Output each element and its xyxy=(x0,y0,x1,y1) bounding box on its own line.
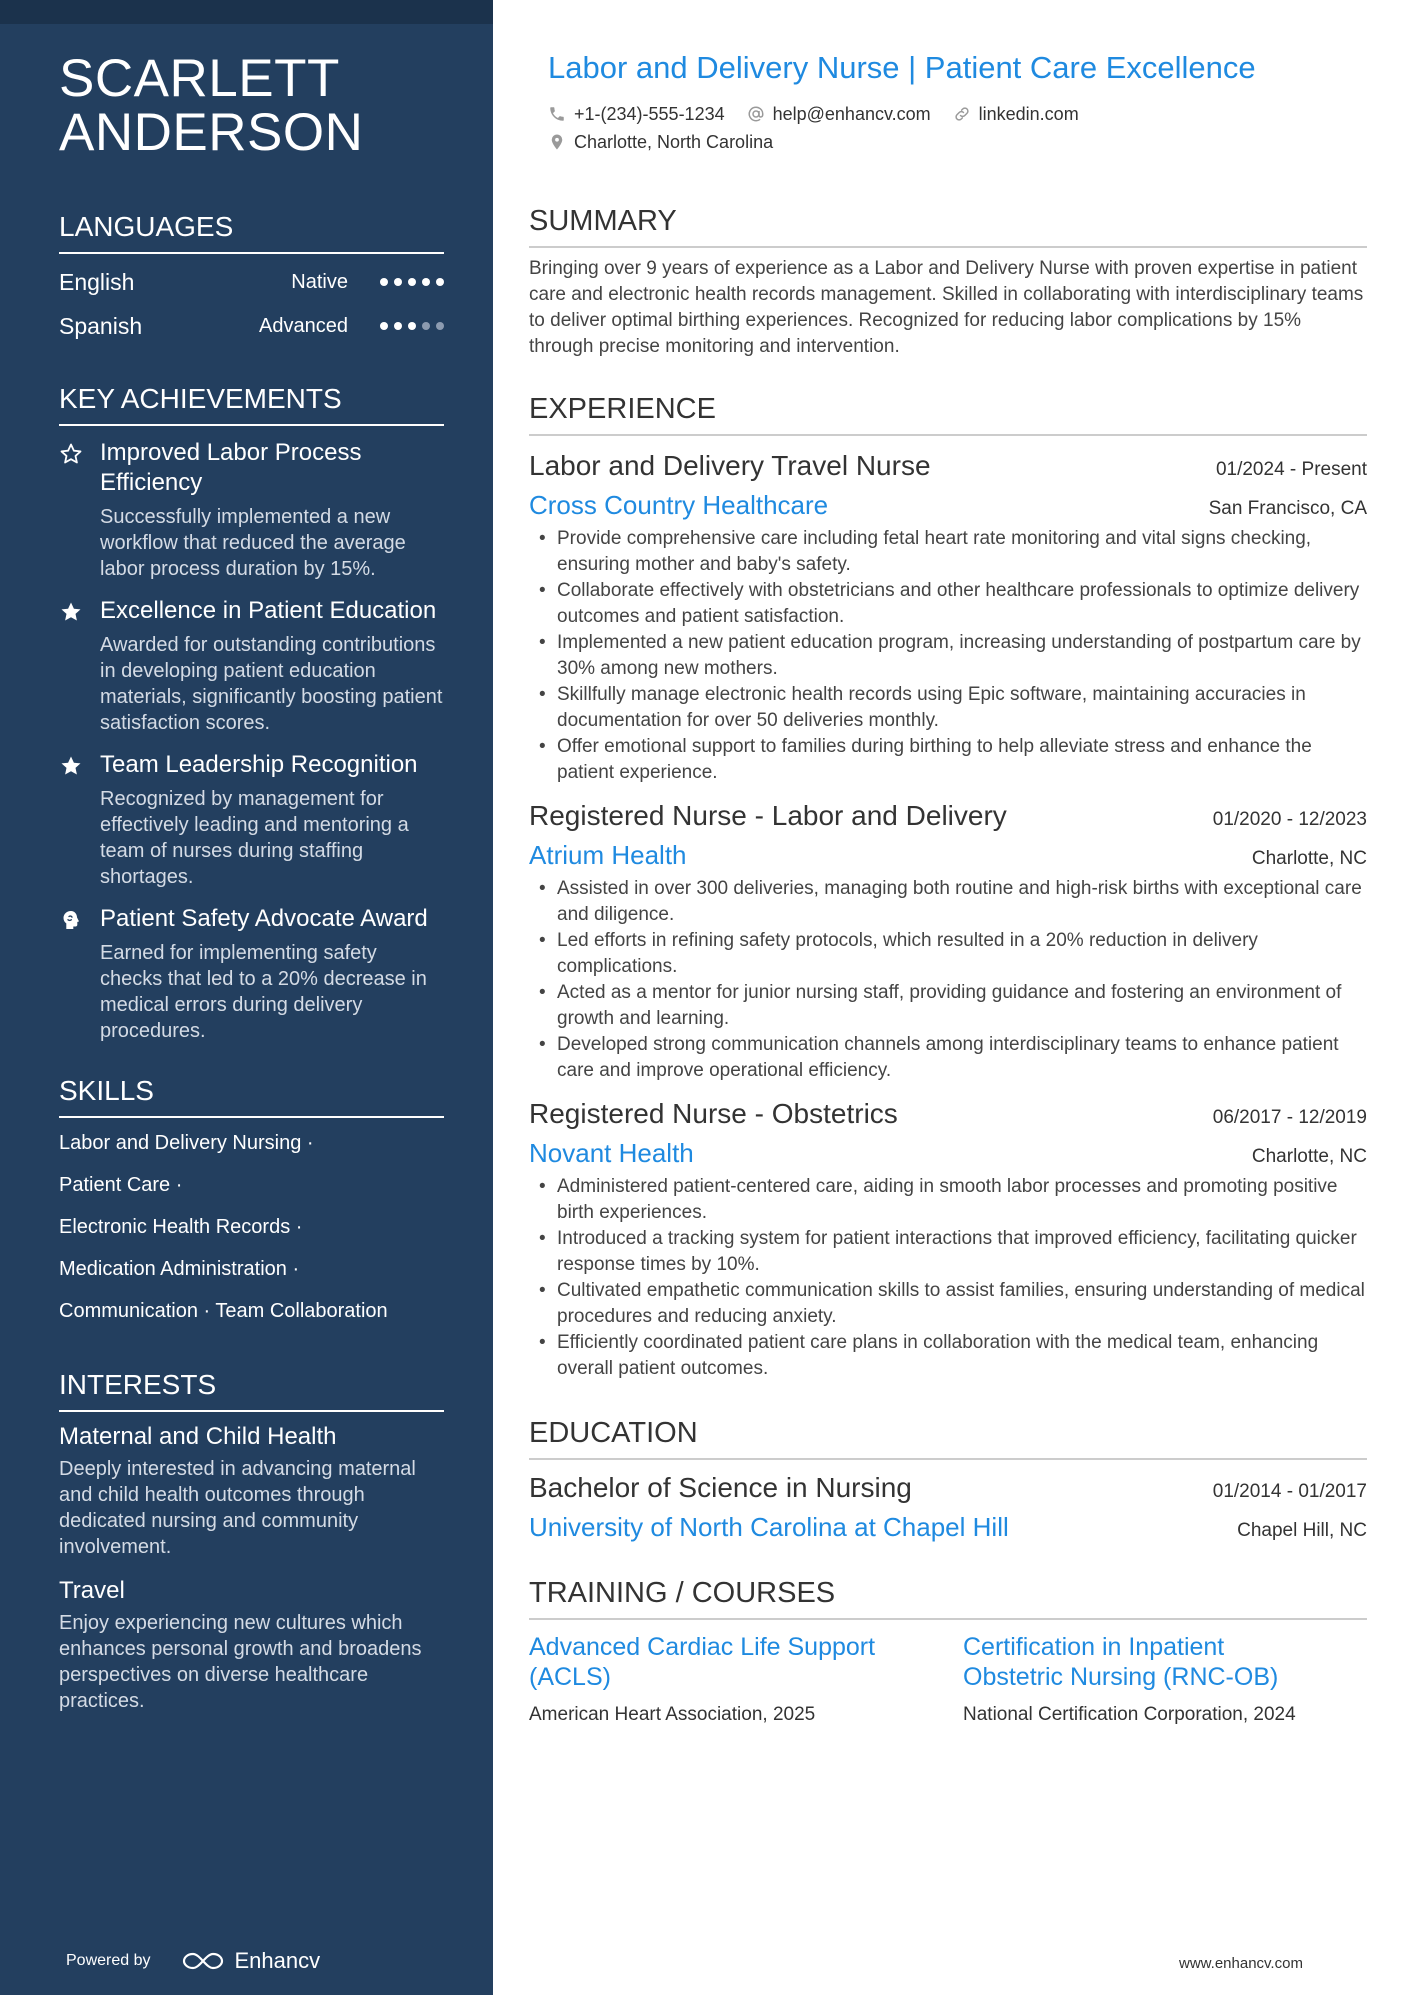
email-text: help@enhancv.com xyxy=(772,103,931,124)
course-provider: American Heart Association, 2025 xyxy=(529,1704,816,1725)
job-bullet: • Acted as a mentor for junior nursing staff, providing guidance and fostering an environment of growth and learning. xyxy=(529,980,1367,1032)
achievement-title: Patient Safety Advocate Award xyxy=(100,905,428,932)
job-location: San Francisco, CA xyxy=(1208,498,1367,519)
language-name: Spanish xyxy=(59,312,143,339)
main-content xyxy=(529,0,1367,1726)
star-outline-icon xyxy=(59,438,100,582)
dot-filled xyxy=(394,322,402,330)
summary-text: Bringing over 9 years of experience as a Labor and Delivery Nurse with proven expertise in patient care and electronic health records management. Skilled in collaborating with interdisciplinary teams to deliver optimal birthing experiences. Recognized for reducing labor complications by 15% through precise monitoring and intervention. xyxy=(529,258,1364,357)
dot-empty xyxy=(422,322,430,330)
summary-section xyxy=(529,204,1367,360)
phone-icon xyxy=(548,105,566,123)
job-date: 01/2020 - 12/2023 xyxy=(1212,809,1367,830)
job-location: Charlotte, NC xyxy=(1251,1146,1367,1167)
languages-title: LANGUAGES xyxy=(59,210,444,254)
enhancv-logo-text: Enhancv xyxy=(234,1948,321,1973)
skills-section xyxy=(59,1074,444,1324)
course-title: Advanced Cardiac Life Support (ACLS) xyxy=(529,1633,876,1691)
language-name: English xyxy=(59,268,135,295)
job-bullet: • Administered patient-centered care, aiding in smooth labor processes and promoting positive birth experiences. xyxy=(529,1174,1367,1226)
dot-filled xyxy=(422,278,430,286)
job-entry xyxy=(529,446,1367,786)
dot-filled xyxy=(380,322,388,330)
skill-line: Electronic Health Records · xyxy=(59,1216,303,1238)
achievement-description: Successfully implemented a new workflow that reduced the average labor process duration by 15%. xyxy=(100,506,406,580)
experience-title: EXPERIENCE xyxy=(529,392,1367,436)
headline: Labor and Delivery Nurse | Patient Care Excellence xyxy=(548,50,1256,85)
school-name: University of North Carolina at Chapel Hill xyxy=(529,1512,1009,1542)
course-entry xyxy=(963,1632,1367,1726)
interest-title: Travel xyxy=(59,1577,125,1604)
brain-icon xyxy=(59,904,100,1044)
sidebar-top-bar xyxy=(0,0,493,24)
language-row xyxy=(59,304,444,348)
skills-title: SKILLS xyxy=(59,1074,444,1118)
linkedin-contact[interactable] xyxy=(953,104,1079,125)
job-date: 01/2024 - Present xyxy=(1215,459,1367,480)
proficiency-dots xyxy=(380,322,444,330)
languages-section xyxy=(59,210,444,348)
training-section xyxy=(529,1576,1367,1726)
powered-by[interactable] xyxy=(66,1948,320,1974)
job-company: Novant Health xyxy=(529,1138,694,1168)
dot-filled xyxy=(408,322,416,330)
location-contact xyxy=(548,132,773,153)
link-icon xyxy=(953,105,971,123)
email-contact[interactable] xyxy=(747,104,931,125)
course-title: Certification in Inpatient Obstetric Nursing (RNC-OB) xyxy=(963,1633,1279,1691)
achievement-title: Excellence in Patient Education xyxy=(100,597,437,624)
job-bullet: • Assisted in over 300 deliveries, managing both routine and high-risk births with exceptional care and diligence. xyxy=(529,876,1367,928)
dot-filled xyxy=(394,278,402,286)
achievement-description: Recognized by management for effectively leading and mentoring a team of nurses during staffing shortages. xyxy=(100,788,409,888)
star-icon xyxy=(59,750,100,890)
linkedin-text: linkedin.com xyxy=(978,103,1079,124)
education-entry xyxy=(529,1468,1367,1546)
location-pin-icon xyxy=(548,133,566,151)
phone-contact[interactable] xyxy=(548,104,725,125)
job-bullet: • Developed strong communication channels among interdisciplinary teams to enhance patient care and improve operational efficiency. xyxy=(529,1032,1367,1084)
job-bullets xyxy=(529,1174,1367,1382)
powered-by-label: Powered by xyxy=(66,1952,151,1969)
job-bullets xyxy=(529,876,1367,1084)
education-section xyxy=(529,1416,1367,1546)
achievement-description: Awarded for outstanding contributions in developing patient education materials, significantly boosting patient satisfaction scores. xyxy=(100,634,443,734)
job-entry xyxy=(529,1094,1367,1382)
enhancv-logo-icon xyxy=(181,1950,225,1972)
interests-section xyxy=(59,1368,444,1714)
star-icon xyxy=(59,596,100,736)
achievement-item xyxy=(59,438,444,582)
experience-section xyxy=(529,392,1367,1382)
education-title: EDUCATION xyxy=(529,1416,1367,1460)
skill-line: Patient Care · xyxy=(59,1174,183,1196)
job-bullet: • Introduced a tracking system for patient interactions that improved efficiency, facilitating quicker response times by 10%. xyxy=(529,1226,1367,1278)
contact-info xyxy=(548,100,1367,156)
interests-title: INTERESTS xyxy=(59,1368,444,1412)
enhancv-logo xyxy=(181,1948,321,1974)
course-entry xyxy=(529,1632,963,1726)
achievements-title: KEY ACHIEVEMENTS xyxy=(59,382,444,426)
education-date: 01/2014 - 01/2017 xyxy=(1212,1481,1367,1502)
dot-filled xyxy=(380,278,388,286)
achievements-section xyxy=(59,382,444,1044)
job-bullet: • Efficiently coordinated patient care plans in collaboration with the medical team, enhancing overall patient outcomes. xyxy=(529,1330,1367,1382)
job-bullet: • Provide comprehensive care including fetal heart rate monitoring and vital signs checking, ensuring mother and baby's safety. xyxy=(529,526,1367,578)
achievement-item xyxy=(59,750,444,890)
achievement-description: Earned for implementing safety checks that led to a 20% decrease in medical errors during delivery procedures. xyxy=(100,942,427,1042)
interest-description: Enjoy experiencing new cultures which enhances personal growth and broadens perspectives on diverse healthcare practices. xyxy=(59,1612,422,1712)
summary-title: SUMMARY xyxy=(529,204,1367,248)
candidate-name: SCARLETT ANDERSON xyxy=(59,49,364,162)
training-title: TRAINING / COURSES xyxy=(529,1576,1367,1620)
course-provider: National Certification Corporation, 2024 xyxy=(963,1704,1296,1725)
job-bullet: • Implemented a new patient education program, increasing understanding of postpartum care by 30% among new mothers. xyxy=(529,630,1367,682)
achievement-title: Team Leadership Recognition xyxy=(100,751,418,778)
job-bullet: • Skillfully manage electronic health records using Epic software, maintaining accuracies in documentation for over 50 deliveries monthly. xyxy=(529,682,1367,734)
interest-description: Deeply interested in advancing maternal and child health outcomes through dedicated nursing and community involvement. xyxy=(59,1458,416,1558)
phone-text: +1-(234)-555-1234 xyxy=(574,103,725,124)
dot-filled xyxy=(436,278,444,286)
job-company: Atrium Health xyxy=(529,840,687,870)
sidebar xyxy=(0,0,493,1995)
job-entry xyxy=(529,796,1367,1084)
proficiency-dots xyxy=(380,278,444,286)
job-bullets xyxy=(529,526,1367,786)
job-title: Registered Nurse - Labor and Delivery xyxy=(529,800,1007,831)
achievement-title: Improved Labor Process Efficiency xyxy=(100,439,362,496)
job-location: Charlotte, NC xyxy=(1251,848,1367,869)
job-date: 06/2017 - 12/2019 xyxy=(1212,1107,1367,1128)
footer-url[interactable]: www.enhancv.com xyxy=(1179,1955,1303,1972)
job-bullet: • Collaborate effectively with obstetricians and other healthcare professionals to optimize delivery outcomes and patient satisfaction. xyxy=(529,578,1367,630)
dot-filled xyxy=(408,278,416,286)
achievement-item xyxy=(59,904,444,1044)
location-text: Charlotte, North Carolina xyxy=(574,131,774,152)
at-icon xyxy=(747,105,765,123)
job-bullet: • Cultivated empathetic communication skills to assist families, ensuring understanding of medical procedures and reducing anxiety. xyxy=(529,1278,1367,1330)
job-title: Registered Nurse - Obstetrics xyxy=(529,1098,898,1129)
skill-line: Communication · Team Collaboration xyxy=(59,1300,388,1322)
skill-line: Medication Administration · xyxy=(59,1258,300,1280)
achievement-item xyxy=(59,596,444,736)
skill-line: Labor and Delivery Nursing · xyxy=(59,1132,314,1154)
job-company: Cross Country Healthcare xyxy=(529,490,829,520)
language-level: Advanced xyxy=(259,314,348,337)
language-row xyxy=(59,260,444,304)
dot-empty xyxy=(436,322,444,330)
job-bullet: • Offer emotional support to families during birthing to help alleviate stress and enhance the patient experience. xyxy=(529,734,1367,786)
job-bullet: • Led efforts in refining safety protocols, which resulted in a 20% reduction in delivery complications. xyxy=(529,928,1367,980)
job-title: Labor and Delivery Travel Nurse xyxy=(529,450,931,481)
degree-title: Bachelor of Science in Nursing xyxy=(529,1472,912,1503)
interest-title: Maternal and Child Health xyxy=(59,1423,337,1450)
school-location: Chapel Hill, NC xyxy=(1237,1520,1367,1541)
language-level: Native xyxy=(291,270,348,293)
